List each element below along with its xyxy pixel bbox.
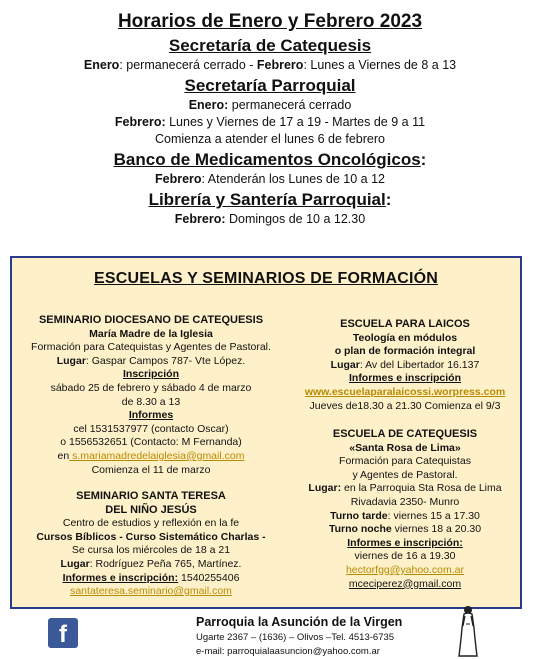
lugar-label: Lugar: [60, 557, 90, 570]
lugar-label: Lugar:: [308, 482, 342, 495]
seminario-diocesano-informes-label: Informes: [128, 409, 174, 422]
laicos-web-link[interactable]: www.escuelaparalaicossi.worpress.com: [304, 385, 506, 398]
schools-box-title: ESCUELAS Y SEMINARIOS DE FORMACIÓN: [93, 270, 439, 287]
sec-catequesis-title: Secretaría de Catequesis: [168, 36, 372, 55]
schools-box: [10, 256, 522, 609]
santa-teresa-title1: SEMINARIO SANTA TERESA: [76, 490, 226, 502]
seminario-diocesano-email-line: [16, 450, 286, 464]
catequesis-informes-label: Informes e inscripción:: [347, 536, 463, 549]
text-horario: Domingos de 10 a 12.30: [225, 212, 366, 226]
lugar-label: Lugar: [330, 358, 360, 371]
libreria-title-text: Librería y Santería Parroquial: [148, 190, 386, 209]
laicos-when: Jueves de18.30 a 21.30 Comienza el 9/3: [309, 399, 501, 412]
noche-text: viernes 18 a 20.30: [391, 523, 482, 536]
seminario-diocesano-insc1: sábado 25 de febrero y sábado 4 de marzo: [50, 381, 252, 394]
lugar-text: : Av del Libertador 16.137: [359, 358, 480, 371]
seminario-diocesano-start: Comienza el 11 de marzo: [91, 463, 211, 476]
text-cerrado: : permanecerá cerrado -: [119, 58, 257, 72]
banco-colon: :: [420, 150, 427, 169]
informes-label: Informes e inscripción:: [62, 571, 179, 584]
laicos-lugar: [294, 359, 516, 373]
label-enero: Enero: [83, 58, 120, 72]
escuela-catequesis: [294, 428, 516, 591]
page-title: Horarios de Enero y Febrero 2023: [117, 11, 423, 32]
header-section: [0, 0, 540, 228]
sec-banco-line1: [0, 171, 540, 188]
lugar-text: : Gaspar Campos 787- Vte López.: [85, 354, 246, 367]
laicos-informes-label: Informes e inscripción: [348, 372, 462, 385]
sec-catequesis-line1: [0, 57, 540, 74]
seminario-diocesano-email-link[interactable]: s.mariamadredelaiglesia@gmail.com: [69, 449, 245, 462]
sec-banco-title: [0, 149, 540, 171]
text-horario: Lunes y Viernes de 17 a 19 - Martes de 9 a 11: [165, 115, 426, 129]
footer-parish-name: Parroquia la Asunción de la Virgen: [196, 615, 403, 629]
catequesis-address: Rivadavia 2350- Munro: [350, 495, 460, 508]
laicos-sub2: o plan de formación integral: [334, 345, 476, 358]
catequesis-when: viernes de 16 a 19.30: [354, 550, 456, 563]
text-cerrado: permanecerá cerrado: [228, 98, 352, 112]
catequesis-tarde: [294, 510, 516, 524]
sec-parroquial-line3: Comienza a atender el lunes 6 de febrero: [154, 132, 385, 146]
virgin-statue-icon: [455, 604, 481, 658]
seminario-diocesano-insc2: de 8.30 a 13: [121, 395, 181, 408]
seminario-diocesano-inscripcion-label: Inscripción: [122, 368, 179, 381]
laicos-title: ESCUELA PARA LAICOS: [340, 318, 470, 330]
santa-teresa-informes: [16, 572, 286, 586]
tarde-text: : viernes 15 a 17.30: [387, 509, 480, 522]
label-enero: Enero:: [188, 98, 229, 112]
lugar-text: : Rodríguez Peña 765, Martínez.: [89, 557, 242, 570]
sec-parroquial-line1: [0, 97, 540, 114]
lugar-label: Lugar: [56, 354, 86, 367]
seminario-diocesano-title: SEMINARIO DIOCESANO DE CATEQUESIS: [38, 314, 264, 326]
santa-teresa-title2: DEL NIÑO JESÚS: [105, 503, 197, 516]
email-prefix: en: [57, 449, 70, 462]
catequesis-desc2: y Agentes de Pastoral.: [352, 468, 458, 481]
footer-address: Ugarte 2367 – (1636) – Olivos –Tel. 4513-6735: [196, 632, 395, 643]
noche-label: Turno noche: [328, 523, 392, 536]
seminario-diocesano: [16, 314, 286, 477]
catequesis-sub: «Santa Rosa de Lima»: [349, 441, 461, 454]
santa-teresa-desc: Centro de estudios y reflexión en la fe: [62, 517, 240, 530]
label-febrero: Febrero:: [114, 115, 166, 129]
banco-title-text: Banco de Medicamentos Oncológicos: [113, 150, 421, 169]
informes-tel: 1540255406: [178, 571, 240, 584]
escuela-laicos: [294, 318, 516, 413]
catequesis-email1-link[interactable]: hectorfgg@yahoo.com.ar: [345, 563, 465, 576]
seminario-santa-teresa: [16, 490, 286, 599]
libreria-colon: :: [385, 190, 392, 209]
seminario-diocesano-lugar: [16, 355, 286, 369]
santa-teresa-cursos: Cursos Bíblicos - Curso Sistemático Charlas -: [36, 530, 266, 543]
laicos-sub1: Teología en módulos: [352, 331, 458, 344]
catequesis-title: ESCUELA DE CATEQUESIS: [332, 428, 478, 440]
label-febrero: Febrero: [154, 172, 202, 186]
footer-email: e-mail: parroquialaasuncion@yahoo.com.ar: [196, 646, 380, 657]
catequesis-email2-link[interactable]: mceciperez@gmail.com: [348, 577, 462, 590]
text-horario: : Atenderán los Lunes de 10 a 12: [201, 172, 386, 186]
seminario-diocesano-tel1: cel 1531537977 (contacto Oscar): [73, 422, 229, 435]
santa-teresa-email-link[interactable]: santateresa.seminario@gmail.com: [70, 585, 232, 598]
santa-teresa-lugar: [16, 558, 286, 572]
label-febrero: Febrero: [256, 58, 304, 72]
seminario-diocesano-desc: Formación para Catequistas y Agentes de Pastoral.: [31, 341, 271, 354]
label-febrero: Febrero:: [174, 212, 226, 226]
sec-libreria-line1: [0, 211, 540, 228]
sec-parroquial-title: Secretaría Parroquial: [184, 76, 356, 95]
tarde-label: Turno tarde: [330, 509, 388, 522]
sec-libreria-title: [0, 189, 540, 211]
sec-parroquial-line2: [0, 114, 540, 131]
text-horario: : Lunes a Viernes de 8 a 13: [303, 58, 457, 72]
facebook-icon[interactable]: f: [48, 618, 78, 648]
seminario-diocesano-subtitle: María Madre de la Iglesia: [89, 327, 213, 340]
catequesis-noche: [294, 523, 516, 537]
catequesis-lugar: [294, 482, 516, 496]
lugar-text: en la Parroquia Sta Rosa de Lima: [341, 482, 502, 495]
santa-teresa-when: Se cursa los miércoles de 18 a 21: [71, 544, 231, 557]
catequesis-desc1: Formación para Catequistas: [339, 455, 471, 468]
seminario-diocesano-tel2: o 1556532651 (Contacto: M Fernanda): [60, 436, 242, 449]
